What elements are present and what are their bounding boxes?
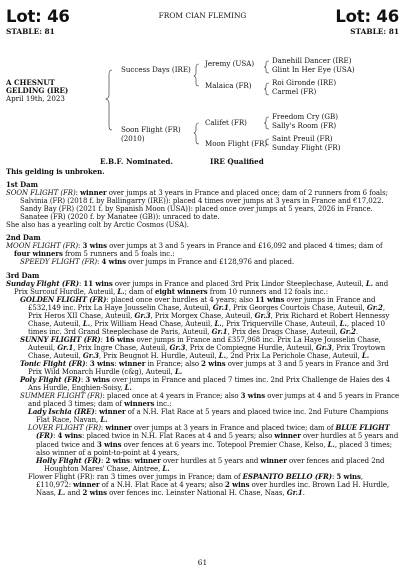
dam: Soon Flight (FR) xyxy=(121,125,181,134)
horse-name-line1: A CHESNUT xyxy=(6,78,55,87)
gsire-2: Glint In Her Eye (USA) xyxy=(272,65,355,74)
gsire-4: Carmel (FR) xyxy=(272,87,317,96)
produce-entry: Poly Flight (FR): 3 wins over jumps in France and placed 7 times inc. 2nd Prix Challenge de Haies des 4 Ans Hurdle, Enghien-Soisy, L. xyxy=(20,375,391,393)
produce-entry: Sandy Bay (FR) (2021 f. by Spanish Moon (USA)): placed once over jumps at 5 years, 2026 in France. xyxy=(20,205,373,214)
section-third-dam: 3rd Dam xyxy=(6,270,40,280)
produce-entry: Holly Flight (FR): 2 wins: winner over hurdles at 5 years and winner over fences and placed 2nd Houghton Mares' Chase, Aintree, L. xyxy=(36,455,385,473)
family-notes xyxy=(6,168,400,497)
gsire-5: Freedom Cry (GB) xyxy=(272,112,338,121)
produce-entry: She also has a yearling colt by Arctic Cosmos (USA). xyxy=(6,221,189,230)
ire-qualified: IRE Qualified xyxy=(210,157,264,166)
sire: Success Days (IRE) xyxy=(121,65,191,74)
ebf-nominated: E.B.F. Nominated. xyxy=(100,157,173,166)
lot-number-right: Lot: 46 xyxy=(335,7,399,26)
gsire-8: Sunday Flight (FR) xyxy=(272,143,341,152)
gsire-6: Sally's Room (FR) xyxy=(272,121,337,130)
section-first-dam: 1st Dam xyxy=(6,180,38,190)
unbroken-note: This gelding is unbroken. xyxy=(6,167,105,176)
gsire-3: Roi Gironde (IRE) xyxy=(272,78,337,87)
produce-entry: Lady Ischia (IRE): winner of a N.H. Flat Race at 5 years and placed twice inc. 2nd Future Champions Flat Race, Navan, L. xyxy=(28,407,389,425)
sire-dam: Malaica (FR) xyxy=(205,81,252,90)
gsire-7: Saint Preuil (FR) xyxy=(272,134,333,143)
page-number: 61 xyxy=(197,558,208,567)
produce-entry: GOLDEN FLIGHT (FR): placed once over hurdles at 4 years; also 11 wins over jumps in France and £532,149 inc. Prix La Haye Jousselin Chase, Auteuil, Gr.1, Prix Georges Courtois Chase, Auteuil, Gr.2, Prix Heros XII Chase, Auteuil, Gr.3, Prix Morgex Chase, Auteuil, Gr.3, Prix Richard et Robert Hennessy Chase, Auteuil, L., Prix William Head Chase, Auteuil, L., Prix Triquerville Chase, Auteuil, L., placed 10 times inc. 3rd Grand Steeplechase de Paris, Auteuil, Gr.1, Prix des Drags Chase, Auteuil, Gr.2. xyxy=(20,294,390,336)
produce-entry: LOVER FLIGHT (FR): winner over jumps at 3 years in France and placed twice; dam of BLUE FLIGHT (FR): 4 wins: placed twice in N.H. Flat Races at 4 and 5 years; also winner over hurdles at 5 years and placed twice and 3 wins over fences at 6 years inc. Totepool Premier Chase, Kelso, L., placed 3 times; also winner of a point-to-point at 4 years, xyxy=(28,423,399,457)
stable-right: STABLE: 81 xyxy=(350,27,399,36)
consignor: FROM CIAN FLEMING xyxy=(158,11,247,20)
dam-year: (2010) xyxy=(121,134,145,143)
third-dam-entry: Sunday Flight (FR): 11 wins over jumps in France and placed 3rd Prix Lindor Steeplechase, Auteuil, L. and Prix Surcouf Hurdle, Auteuil, L.; dam of eight winners from 10 runners and 12 foals inc.: xyxy=(6,278,389,296)
produce-entry: SUMMER FLIGHT (FR): placed once at 4 years in France; also 3 wins over jumps at 4 and 5 years in France and placed 3 times; dam of winners inc.: xyxy=(20,391,400,409)
foaling-date: April 19th, 2023 xyxy=(6,94,65,103)
dam-sire: Califet (FR) xyxy=(205,118,247,127)
produce-entry: SPEEDY FLIGHT (FR): 4 wins over jumps in France and £128,976 and placed. xyxy=(20,257,295,267)
stable-left: STABLE: 81 xyxy=(6,27,55,36)
section-second-dam: 2nd Dam xyxy=(6,233,41,243)
produce-entry: Salvinia (FR) (2018 f. by Ballingarry (IRE)): placed 4 times over jumps at 3 years in France and €17,022. xyxy=(20,197,384,206)
produce-entry: Flower Flight (FR): ran 3 times over jumps in France; dam of ESPANITO BELLO (FR): 5 wins, £110,972: winner of a N.H. Flat Race at 4 years; also 2 wins over hurdles inc. Brown Lad H. Hurdle, Naas, L. and 2 wins over fences inc. Leinster National H. Chase, Naas, Gr.1. xyxy=(28,471,390,497)
horse-name-line2: GELDING (IRE) xyxy=(6,86,69,95)
pedigree-table xyxy=(0,54,405,154)
produce-entry: Sanatee (FR) (2020 f. by Manatee (GB)): unraced to date. xyxy=(20,213,220,222)
second-dam-entry: MOON FLIGHT (FR): 3 wins over jumps at 3 and 5 years in France and £16,092 and placed 4 times; dam of four winners from 5 runners and 5 foals inc.: xyxy=(6,241,383,259)
gsire-1: Danehill Dancer (IRE) xyxy=(272,56,352,65)
dam-dam: Moon Flight (FR) xyxy=(205,139,268,148)
produce-entry: Tonic Flight (FR): 3 wins: winner in France; also 2 wins over jumps at 3 and 5 years in France and 3rd Prix Wild Monarch Hurdle (c&g), Auteuil, L. xyxy=(20,359,389,377)
lot-number-left: Lot: 46 xyxy=(6,7,70,26)
first-dam-entry: SOON FLIGHT (FR): winner over jumps at 3 years in France and placed once; dam of 2 runners from 6 foals; xyxy=(6,188,388,198)
sire-sire: Jeremy (USA) xyxy=(205,59,255,68)
produce-entry: SUNNY FLIGHT (FR): 16 wins over jumps in France and £357,968 inc. Prix La Haye Jousselin Chase, Auteuil, Gr.1, Prix Ingre Chase, Auteuil, Gr.3, Prix de Compiegne Hurdle, Auteuil, Gr.3, Prix Troytown Chase, Auteuil, Gr.3, Prix Beugnot H. Hurdle, Auteuil, L., 2nd Prix La Perichole Chase, Auteuil, L. xyxy=(20,334,386,360)
